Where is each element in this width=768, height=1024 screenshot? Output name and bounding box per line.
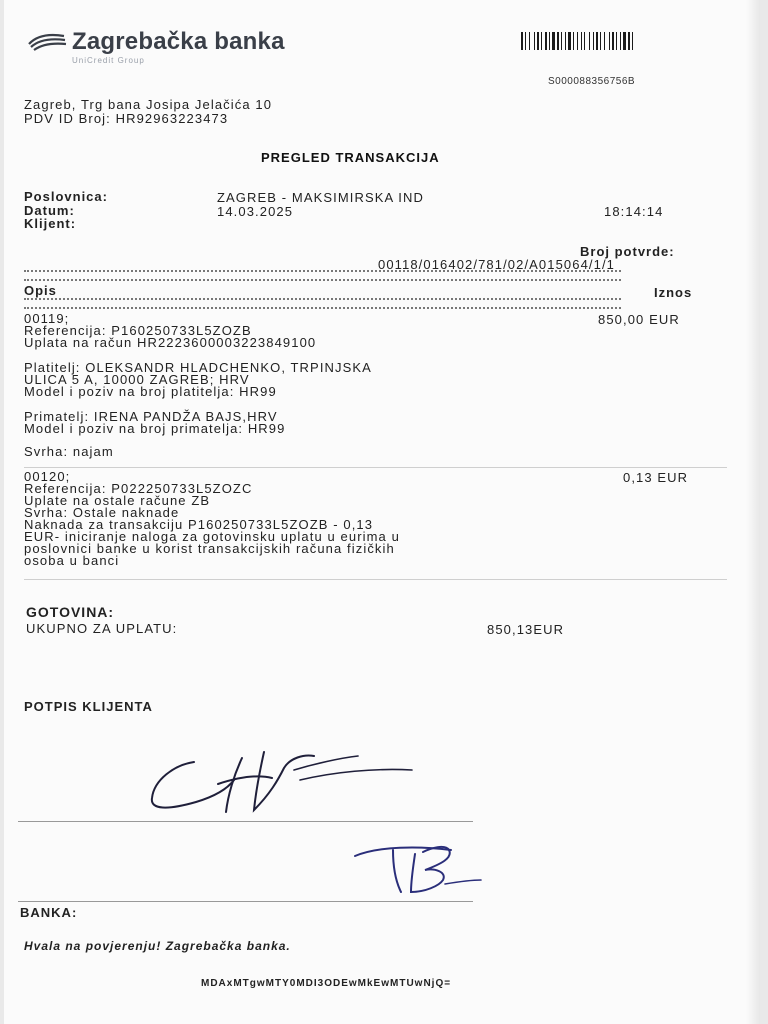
tx2-id: 00120; [24, 469, 71, 484]
tx2-fee-line4: osoba u banci [24, 553, 120, 568]
barcode-bar [552, 32, 555, 50]
tx1-payee-model: Model i poziv na broj primatelja: HR99 [24, 421, 286, 436]
tx2-fee-line3: poslovnici banke u korist transakcijskih računa fizičkih [24, 541, 395, 556]
barcode-bar [616, 32, 617, 50]
barcode-bar [561, 32, 562, 50]
divider-tx [24, 467, 727, 468]
transaction-code: MDAxMTgwMTY0MDI3ODEwMkEwMTUwNjQ= [201, 978, 452, 989]
separator-top [24, 270, 621, 281]
barcode-bar [600, 32, 601, 50]
total-label: UKUPNO ZA UPLATU: [26, 621, 178, 636]
tx1-payer-line2: ULICA 5 A, 10000 ZAGREB; HRV [24, 372, 250, 387]
barcode-bar [632, 32, 633, 50]
bank-signature-label: BANKA: [20, 905, 78, 920]
bank-name: Zagrebačka banka [72, 28, 285, 55]
tx2-purpose: Svrha: Ostale naknade [24, 505, 180, 520]
date-label: Datum: [24, 203, 75, 218]
barcode-bar [549, 32, 550, 50]
group-label: UniCredit Group [72, 56, 145, 65]
total-value: 850,13EUR [487, 622, 565, 637]
bank-signature-image [349, 840, 489, 900]
branch-label: Poslovnica: [24, 189, 108, 204]
barcode-bar [537, 32, 539, 50]
client-label: Klijent: [24, 216, 77, 231]
vat-id: PDV ID Broj: HR92963223473 [24, 111, 229, 126]
tx1-reference: Referencija: P160250733L5ZOZB [24, 323, 252, 338]
barcode-bar [557, 32, 559, 50]
tx1-amount: 850,00 EUR [598, 312, 680, 327]
tx2-account: Uplate na ostale račune ZB [24, 493, 211, 508]
tx1-purpose: Svrha: najam [24, 444, 114, 459]
tx1-payer-line1: Platitelj: OLEKSANDR HLADCHENKO, TRPINJSKA [24, 360, 372, 375]
bank-logo-icon [26, 30, 68, 54]
barcode-bar [529, 32, 530, 50]
barcode-bar [545, 32, 547, 50]
tx2-fee-line2: EUR- iniciranje naloga za gotovinsku uplatu u eurima u [24, 529, 400, 544]
client-signature-label: POTPIS KLIJENTA [24, 699, 153, 714]
barcode-bar [573, 32, 574, 50]
tx2-fee-line1: Naknada za transakciju P160250733L5ZOZB - 0,13 [24, 517, 374, 532]
barcode-image [521, 32, 717, 50]
barcode-bar [581, 32, 582, 50]
barcode-bar [623, 32, 626, 50]
barcode-bar [534, 32, 535, 50]
barcode-bar [628, 32, 630, 50]
separator-header [24, 298, 621, 309]
barcode-bar [609, 32, 610, 50]
barcode-bar [620, 32, 621, 50]
branch-value: ZAGREB - MAKSIMIRSKA IND [217, 190, 424, 205]
column-amount: Iznos [654, 285, 693, 300]
barcode-bar [612, 32, 614, 50]
column-description: Opis [24, 283, 57, 298]
confirmation-label: Broj potvrde: [580, 244, 675, 259]
thank-you-note: Hvala na povjerenju! Zagrebačka banka. [24, 939, 291, 953]
barcode-bar [584, 32, 585, 50]
barcode-bar [565, 32, 566, 50]
barcode-bar [541, 32, 542, 50]
cash-label: GOTOVINA: [26, 604, 115, 620]
barcode-bar [521, 32, 523, 50]
barcode-bar [604, 32, 605, 50]
tx2-amount: 0,13 EUR [623, 470, 689, 485]
page-title: PREGLED TRANSAKCIJA [261, 150, 440, 165]
barcode-bar [525, 32, 526, 50]
tx1-account: Uplata na račun HR2223600003223849100 [24, 335, 317, 350]
barcode-bar [568, 32, 571, 50]
tx1-payer-model: Model i poziv na broj platitelja: HR99 [24, 384, 277, 399]
date-value: 14.03.2025 [217, 204, 294, 219]
barcode-bar [593, 32, 594, 50]
bank-address: Zagreb, Trg bana Josipa Jelačića 10 [24, 97, 273, 112]
barcode-bar [596, 32, 598, 50]
receipt-paper [4, 0, 760, 1024]
tx2-reference: Referencija: P022250733L5ZOZC [24, 481, 253, 496]
document-number: S000088356756B [548, 76, 636, 87]
client-signature-line [18, 821, 473, 822]
bank-logo [26, 28, 285, 56]
barcode-bar [577, 32, 578, 50]
tx1-id: 00119; [24, 311, 70, 326]
bank-signature-line [18, 901, 473, 902]
client-signature-image [144, 740, 424, 820]
barcode-bar [589, 32, 590, 50]
divider-totals [24, 579, 727, 580]
confirmation-value: 00118/016402/781/02/A015064/1/1 [378, 257, 615, 272]
tx1-payee: Primatelj: IRENA PANDŽA BAJS,HRV [24, 409, 278, 424]
time-value: 18:14:14 [604, 204, 664, 219]
